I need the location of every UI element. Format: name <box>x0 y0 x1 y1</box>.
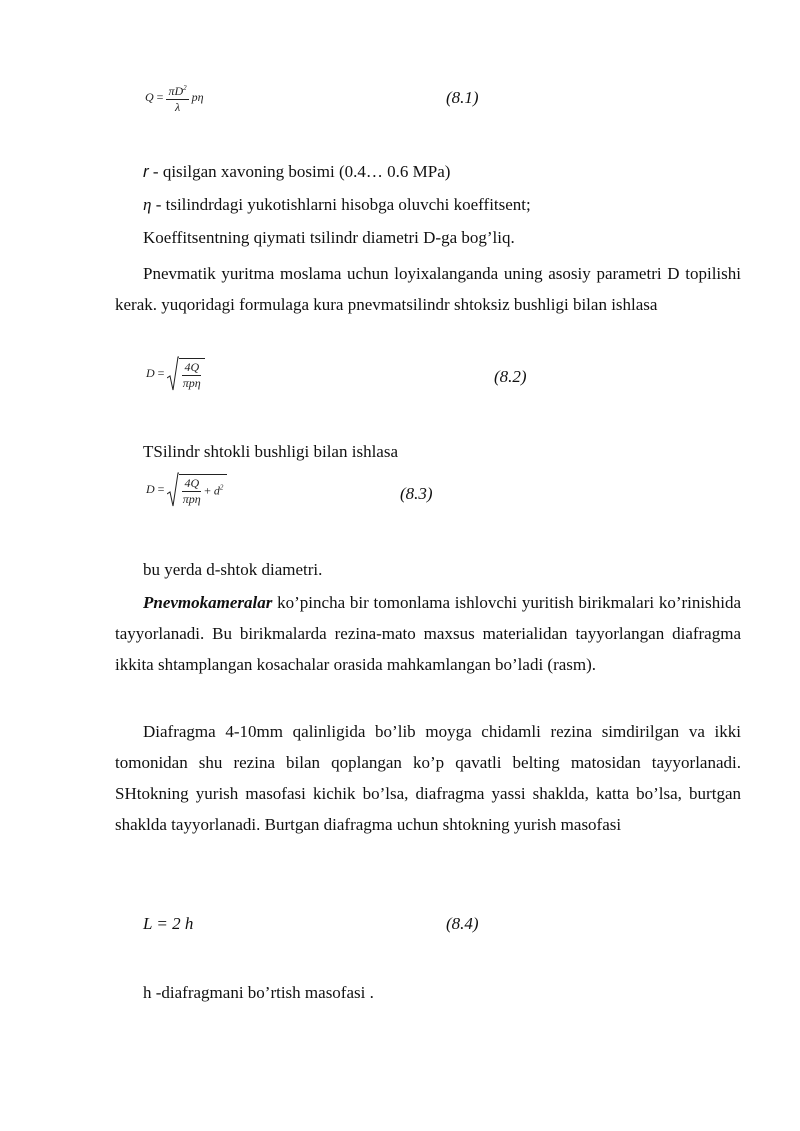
formula-equals: = <box>157 481 165 496</box>
term-pnevmokameralar: Pnevmokameralar <box>143 593 273 612</box>
note-bortish-masofasi: h -diafragmani bo’rtish masofasi . <box>143 983 374 1002</box>
formula-8-2 <box>146 358 205 390</box>
formula-D: D <box>174 84 184 98</box>
symbol-r: r <box>143 162 149 181</box>
definition-r <box>143 161 450 183</box>
formula-numerator: 4Q <box>184 360 200 374</box>
paragraph-pnevmokameralar <box>115 587 741 680</box>
paragraph-diafragma <box>115 716 741 840</box>
formula-lhs: D <box>146 481 155 496</box>
paragraph-pnevmokameralar-text: ko’pincha bir tomonlama ishlovchi yuritish birikmalari ko’rinishida tayyorlanadi. Bu birikmalarda rezina-mato maxsus materialidan tayyorlangan diafragma ikkita shtamplangan kosachalar orasida mahkamlangan bo’ladi (rasm). <box>115 593 741 674</box>
formula-lhs: Q <box>145 89 154 104</box>
paragraph-diafragma-text: Diafragma 4-10mm qalinligida bo’lib moyga chidamli rezina simdirilgan va ikki tomonidan shu rezina bilan qoplangan ko’p qavatli belting matosidan tayyorlanadi. SHtokning yurish masofasi kichik bo’lsa, diafragma yassi shaklda, katta bo’lsa, burtgan shaklda tayyorlanadi. Burtgan diafragma uchun shtokning yurish masofasi <box>115 722 741 834</box>
formula-sqrt <box>167 474 227 506</box>
formula-exponent: 2 <box>183 84 187 92</box>
formula-lhs: D <box>146 365 155 380</box>
formula-denominator: πpη <box>182 492 201 506</box>
formula-plus: + <box>204 483 211 498</box>
equation-number-8-1: (8.1) <box>446 88 479 107</box>
formula-equals: = <box>156 89 164 104</box>
equation-number-8-2: (8.2) <box>494 367 527 386</box>
formula-pi: π <box>168 84 175 98</box>
definition-eta-text: - tsilindrdagi yukotishlarni hisobga oluvchi koeffitsent; <box>151 195 531 214</box>
formula-denominator: πpη <box>182 376 201 390</box>
formula-lambda: λ <box>174 100 181 114</box>
formula-8-1 <box>145 82 204 114</box>
formula-sqrt <box>167 358 205 390</box>
formula-8-4: L = 2 h <box>143 914 194 933</box>
definition-eta <box>143 194 531 216</box>
equation-number-8-3: (8.3) <box>400 484 433 503</box>
radical-sign-icon <box>167 356 179 392</box>
note-koeffitsent: Koeffitsentning qiymati tsilindr diametri D-ga bog’liq. <box>143 228 515 247</box>
paragraph-pnevmatik-text: Pnevmatik yuritma moslama uchun loyixalanganda uning asosiy parametri D topilishi kerak. yuqoridagi formulaga kura pnevmatsilindr shtoksiz bushligi bilan ishlasa <box>115 264 741 314</box>
formula-equals: = <box>157 365 165 380</box>
line-tsilindr-shtokli: TSilindr shtokli bushligi bilan ishlasa <box>143 442 398 461</box>
equation-number-8-4: (8.4) <box>446 914 479 933</box>
formula-fraction <box>166 82 188 114</box>
formula-numerator: 4Q <box>184 476 200 490</box>
definition-r-text: - qisilgan xavoning bosimi (0.4… 0.6 MPa) <box>148 162 451 181</box>
paragraph-pnevmatik <box>115 258 741 320</box>
formula-tail: pη <box>191 89 204 104</box>
formula-d-exponent: 2 <box>219 483 224 492</box>
note-shtok-diametri: bu yerda d-shtok diametri. <box>143 560 323 579</box>
symbol-eta: η <box>143 195 152 214</box>
radical-sign-icon <box>167 472 179 508</box>
formula-d: d <box>213 483 220 498</box>
formula-8-3 <box>146 474 227 506</box>
